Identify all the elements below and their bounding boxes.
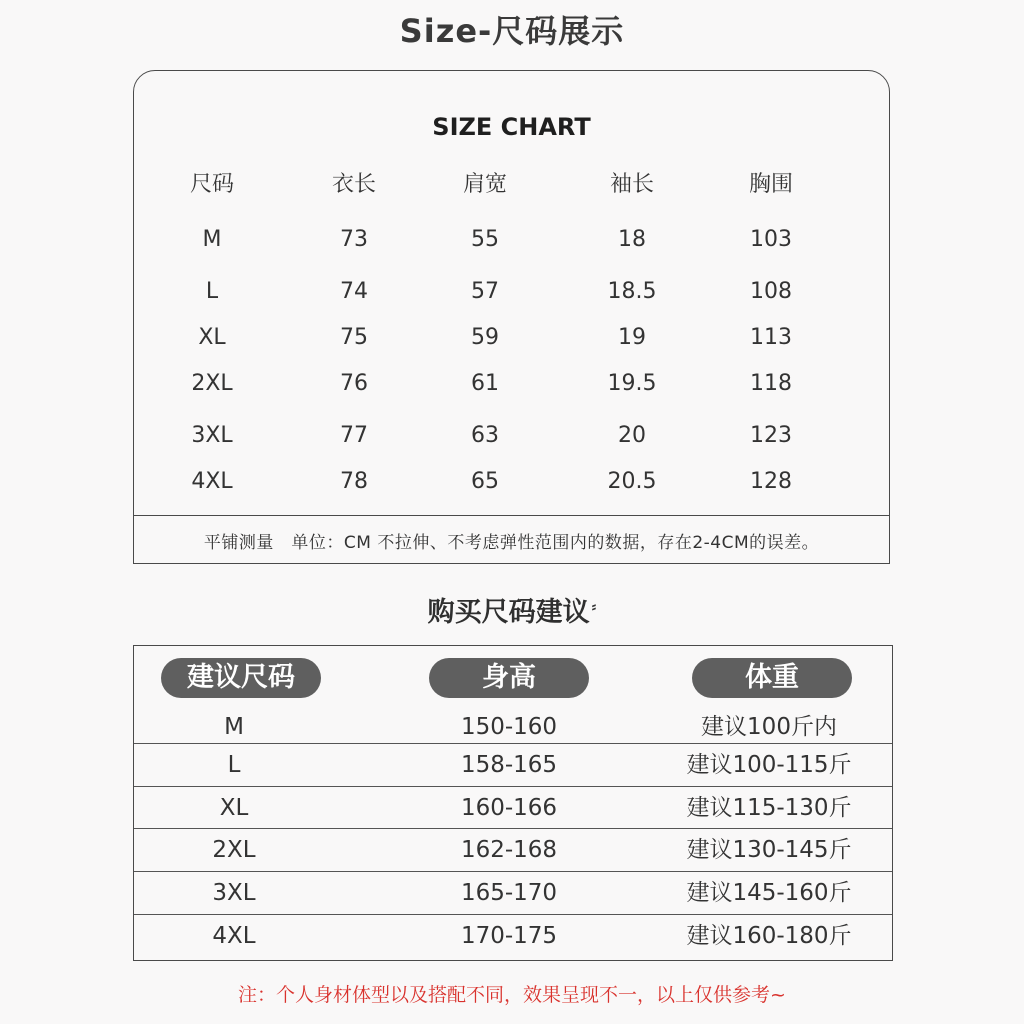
advice-row	[134, 743, 892, 786]
size-chart-header-sleeve: 袖长	[609, 172, 654, 197]
size-chart-cell-shoulder: 61	[471, 371, 499, 396]
page-title: Size-尺码展示	[399, 12, 625, 50]
size-chart-cell-length: 77	[340, 423, 368, 448]
advice-cell-size: 4XL	[212, 923, 256, 949]
advice-title-text: 购买尺码建议	[427, 597, 590, 628]
size-chart-cell-sleeve: 19.5	[607, 371, 657, 396]
footnote: 注：个人身材体型以及搭配不同，效果呈现不一，以上仅供参考~	[238, 984, 786, 1006]
advice-table	[133, 645, 893, 961]
size-chart-cell-shoulder: 63	[471, 423, 499, 448]
size-chart-cell-length: 73	[340, 227, 368, 252]
size-chart-header-size: 尺码	[189, 172, 234, 197]
size-chart-cell-sleeve: 18	[618, 227, 646, 252]
advice-row	[134, 706, 892, 748]
size-chart-cell-size: 2XL	[191, 371, 233, 396]
advice-cell-height: 165-170	[460, 880, 558, 906]
size-chart-cell-length: 75	[340, 325, 368, 350]
advice-cell-height: 160-166	[460, 795, 558, 821]
size-chart-header-chest: 胸围	[748, 172, 793, 197]
advice-cell-weight: 建议145-160斤	[686, 880, 852, 906]
advice-cell-weight: 建议115-130斤	[686, 795, 852, 821]
size-chart-cell-shoulder: 57	[471, 279, 499, 304]
advice-cell-size: M	[224, 714, 244, 740]
size-chart-cell-length: 74	[340, 279, 368, 304]
header-pill-size: 建议尺码	[161, 658, 321, 698]
advice-row	[134, 914, 892, 957]
size-chart-cell-chest: 113	[750, 325, 792, 350]
size-chart-cell-shoulder: 55	[471, 227, 499, 252]
advice-cell-height: 170-175	[460, 923, 558, 949]
size-chart-cell-chest: 123	[750, 423, 792, 448]
advice-row	[134, 786, 892, 829]
advice-cell-height: 150-160	[460, 714, 558, 740]
size-chart-cell-chest: 108	[750, 279, 792, 304]
advice-title	[0, 590, 1024, 629]
size-chart-cell-sleeve: 19	[618, 325, 646, 350]
size-chart-cell-sleeve: 20.5	[607, 469, 657, 494]
advice-cell-size: 3XL	[212, 880, 256, 906]
size-chart-cell-shoulder: 59	[471, 325, 499, 350]
size-chart-header-length: 衣长	[331, 172, 376, 197]
size-chart-cell-length: 76	[340, 371, 368, 396]
advice-cell-height: 158-165	[460, 752, 558, 778]
header-pill-weight: 体重	[692, 658, 852, 698]
size-chart-title: SIZE CHART	[432, 113, 591, 141]
size-chart-cell-size: 3XL	[191, 423, 233, 448]
size-chart-divider	[134, 515, 889, 516]
advice-row	[134, 871, 892, 914]
advice-cell-weight: 建议100斤内	[701, 714, 837, 740]
size-chart-note: 平铺测量 单位：CM 不拉伸、不考虑弹性范围内的数据，存在2-4CM的误差。	[203, 533, 820, 553]
advice-cell-size: 2XL	[212, 837, 256, 863]
size-chart-cell-size: L	[205, 279, 219, 304]
advice-cell-weight: 建议130-145斤	[686, 837, 852, 863]
size-chart-card	[133, 70, 890, 564]
advice-cell-size: L	[227, 752, 241, 778]
size-chart-cell-chest: 128	[750, 469, 792, 494]
size-chart-cell-shoulder: 65	[471, 469, 499, 494]
advice-cell-size: XL	[219, 795, 249, 821]
size-chart-cell-sleeve: 20	[618, 423, 646, 448]
advice-row	[134, 828, 892, 871]
size-chart-cell-size: XL	[198, 325, 226, 350]
size-chart-cell-chest: 103	[750, 227, 792, 252]
sparkle-icon: ⸗	[591, 599, 597, 615]
size-chart-cell-length: 78	[340, 469, 368, 494]
size-chart-cell-size: 4XL	[191, 469, 233, 494]
size-chart-cell-size: M	[202, 227, 222, 252]
advice-cell-weight: 建议160-180斤	[686, 923, 852, 949]
size-chart-cell-chest: 118	[750, 371, 792, 396]
size-chart-cell-sleeve: 18.5	[607, 279, 657, 304]
advice-cell-weight: 建议100-115斤	[686, 752, 852, 778]
size-chart-header-shoulder: 肩宽	[462, 172, 507, 197]
header-pill-height: 身高	[429, 658, 589, 698]
advice-cell-height: 162-168	[460, 837, 558, 863]
